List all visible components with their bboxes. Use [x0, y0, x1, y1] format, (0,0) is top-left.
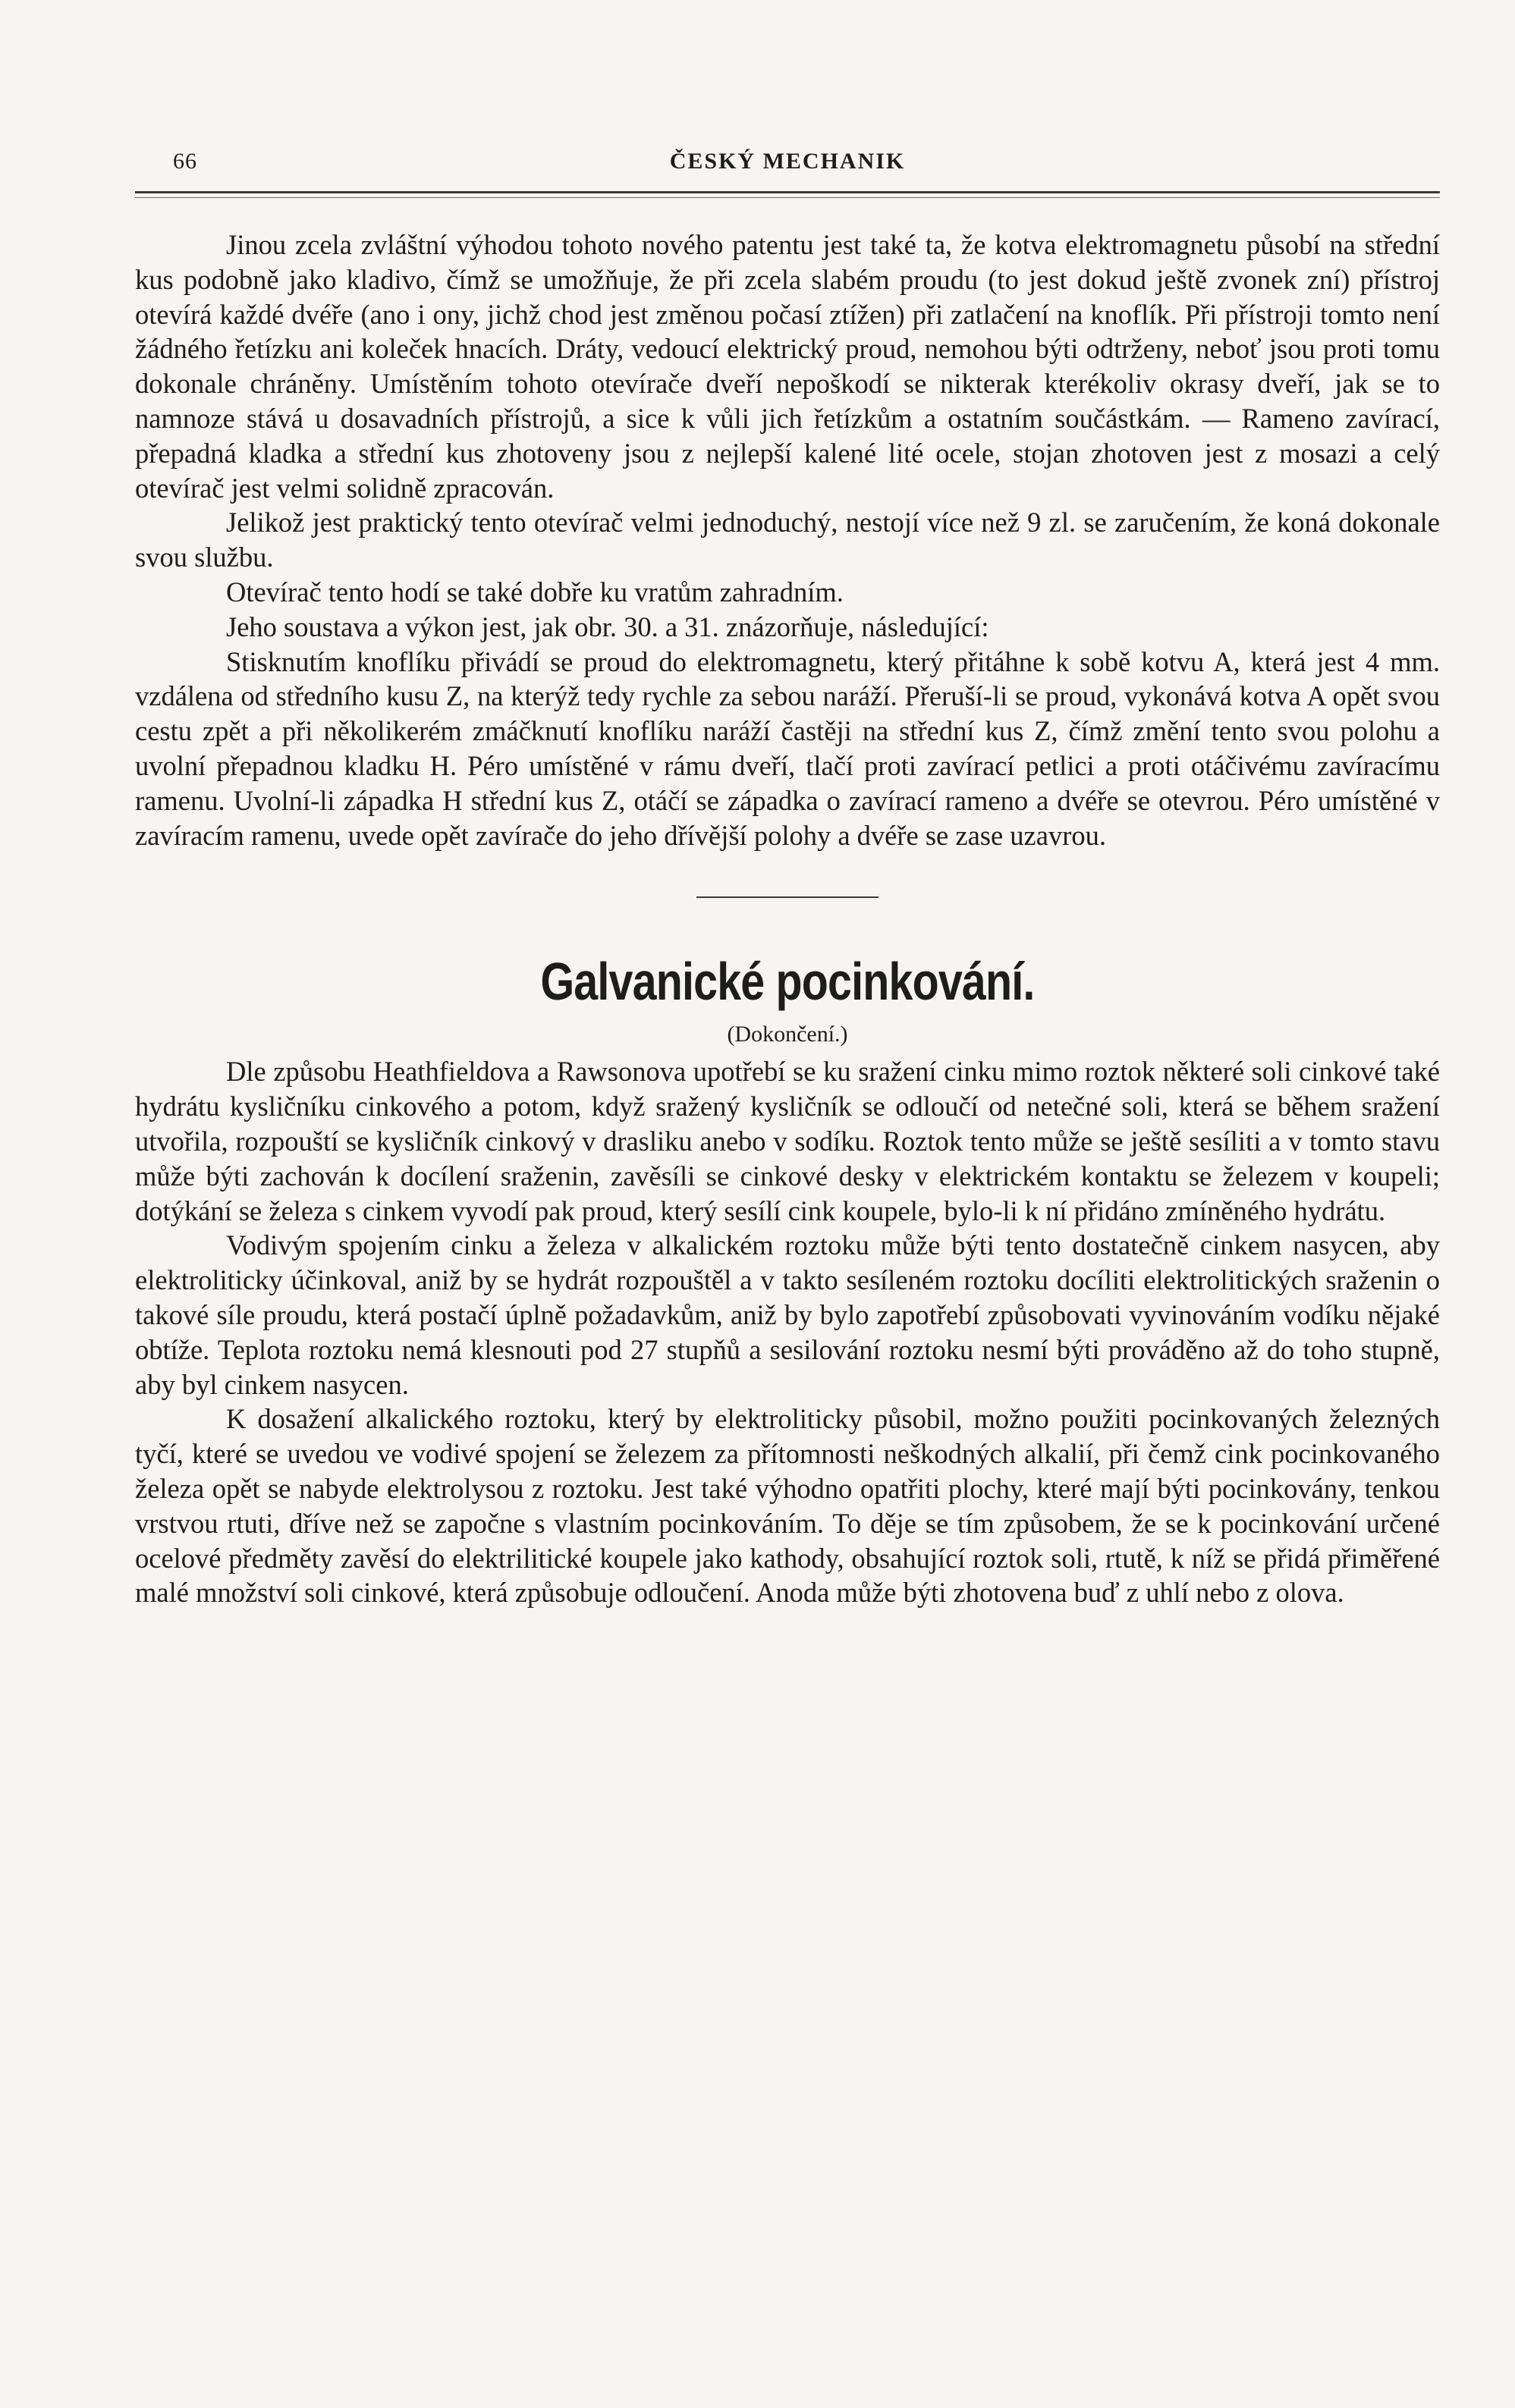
paragraph: Dle způsobu Heathfieldova a Rawsonova upotřebí se ku sražení cinku mimo roztok některé soli cinkové také hydrátu kysličníku cinkového a potom, když sražený kysličník se odloučí od netečné soli, která se během sražení utvořila, rozpouští se kysličník cinkový v drasliku anebo v sodíku. Roztok tento může se ještě sesíliti a v tomto stavu může býti zachován k docílení sraženin, zavěsíli se cinkové desky v elektrickém kontaktu se železem v koupeli; dotýkání se železa s cinkem vyvodí pak proud, který sesílí cink koupele, bylo-li k ní přidáno zmíněného hydrátu.: [135, 1056, 1440, 1226]
article-subtitle: (Dokončení.): [727, 1022, 848, 1047]
header-rule: [135, 191, 1440, 193]
page: [135, 114, 1440, 1609]
article-body: [135, 228, 1440, 1610]
section-separator: [696, 896, 879, 898]
article-title: Galvanické pocinkování.: [540, 952, 1035, 1012]
paragraph: Vodivým spojením cinku a železa v alkalickém roztoku může býti tento dostatečně cinkem nasycen, aby elektroliticky účinkoval, aniž by se hydrát rozpouštěl a v takto sesíleném roztoku docíliti elektrolitických sraženin o takové síle proudu, která postačí úplně požadavkům, aniž by bylo zapotřebí způsobovati vyvinováním vodíku nějaké obtíže. Teplota roztoku nemá klesnouti pod 27 stupňů a sesilování roztoku nesmí býti prováděno až do toho stupně, aby byl cinkem nasycen.: [135, 1229, 1440, 1400]
header-rule-thin: [135, 197, 1440, 198]
article-galvanic-zinc-plating: [135, 950, 1440, 1610]
paragraph: K dosažení alkalického roztoku, který by elektroliticky působil, možno použiti pocinkovaných železných tyčí, které se uvedou ve vodivé spojení se železem za přítomnosti neškodných alkalií, při čemž cink pocinkovaného železa opět se nabyde elektrolysou z roztoku. Jest také výhodno opatřiti plochy, které mají býti pocinkovány, tenkou vrstvou rtuti, dříve než se započne s vlastním pocinkováním. To děje se tím způsobem, že se k pocinkování určené ocelové předměty zavěsí do elektrilitické koupele jako kathody, obsahující roztok soli, rtutě, k níž se přidá přiměřené malé množství soli cinkové, která způsobuje odloučení. Anoda může býti zhotovena buď z uhlí nebo z olova.: [135, 1403, 1440, 1609]
running-header: [135, 114, 1440, 174]
paragraph: Otevírač tento hodí se také dobře ku vratům zahradním.: [226, 576, 844, 607]
page-number: 66: [173, 149, 197, 174]
paragraph: Stisknutím knoflíku přivádí se proud do elektromagnetu, který přitáhne k sobě kotvu A, která jest 4 mm. vzdálena od středního kusu Z, na kterýž tedy rychle za sebou naráží. Přeruší-li se proud, vykonává kotva A opět svou cestu zpět a při několikerém zmáčknutí knoflíku naráží častěji na střední kus Z, čímž změní tento svou polohu a uvolní přepadnou kladku H. Péro umístěné v rámu dveří, tlačí proti zavírací petlici a proti otáčivému zavíracímu ramenu. Uvolní-li západka H střední kus Z, otáčí se západka o zavírací rameno a dvéře se otevrou. Péro umístěné v zavíracím ramenu, uvede opět zavírače do jeho dřívější polohy a dvéře se zase uzavrou.: [135, 645, 1440, 851]
journal-title: ČESKÝ MECHANIK: [669, 149, 906, 174]
paragraph: Jinou zcela zvláštní výhodou tohoto nového patentu jest také ta, že kotva elektromagnetu působí na střední kus podobně jako kladivo, čímž se umožňuje, že při zcela slabém proudu (to jest dokud ještě zvonek zní) přístroj otevírá každé dvéře (ano i ony, jichž chod jest změnou počasí ztížen) při zatlačení na knoflík. Při přístroji tomto není žádného řetízku ani koleček hnacích. Dráty, vedoucí elektrický proud, nemohou býti odtrženy, neboť jsou proti tomu dokonale chráněny. Umístěním tohoto otevírače dveří nepoškodí se nikterak kterékoliv okrasy dveří, jak se to namnoze stává u dosavadních přístrojů, a sice k vůli jich řetízkům a ostatním součástkám. — Rameno zavírací, přepadná kladka a střední kus zhotoveny jsou z nejlepší kalené lité ocele, stojan zhotoven jest z mosazi a celý otevírač jest velmi solidně zpracován.: [135, 229, 1440, 504]
paragraph: Jelikož jest praktický tento otevírač velmi jednoduchý, nestojí více než 9 zl. se zaručením, že koná dokonale svou službu.: [135, 507, 1440, 573]
article-door-opener: [135, 228, 1440, 852]
paragraph: Jeho soustava a výkon jest, jak obr. 30. a 31. znázorňuje, následující:: [226, 611, 989, 642]
